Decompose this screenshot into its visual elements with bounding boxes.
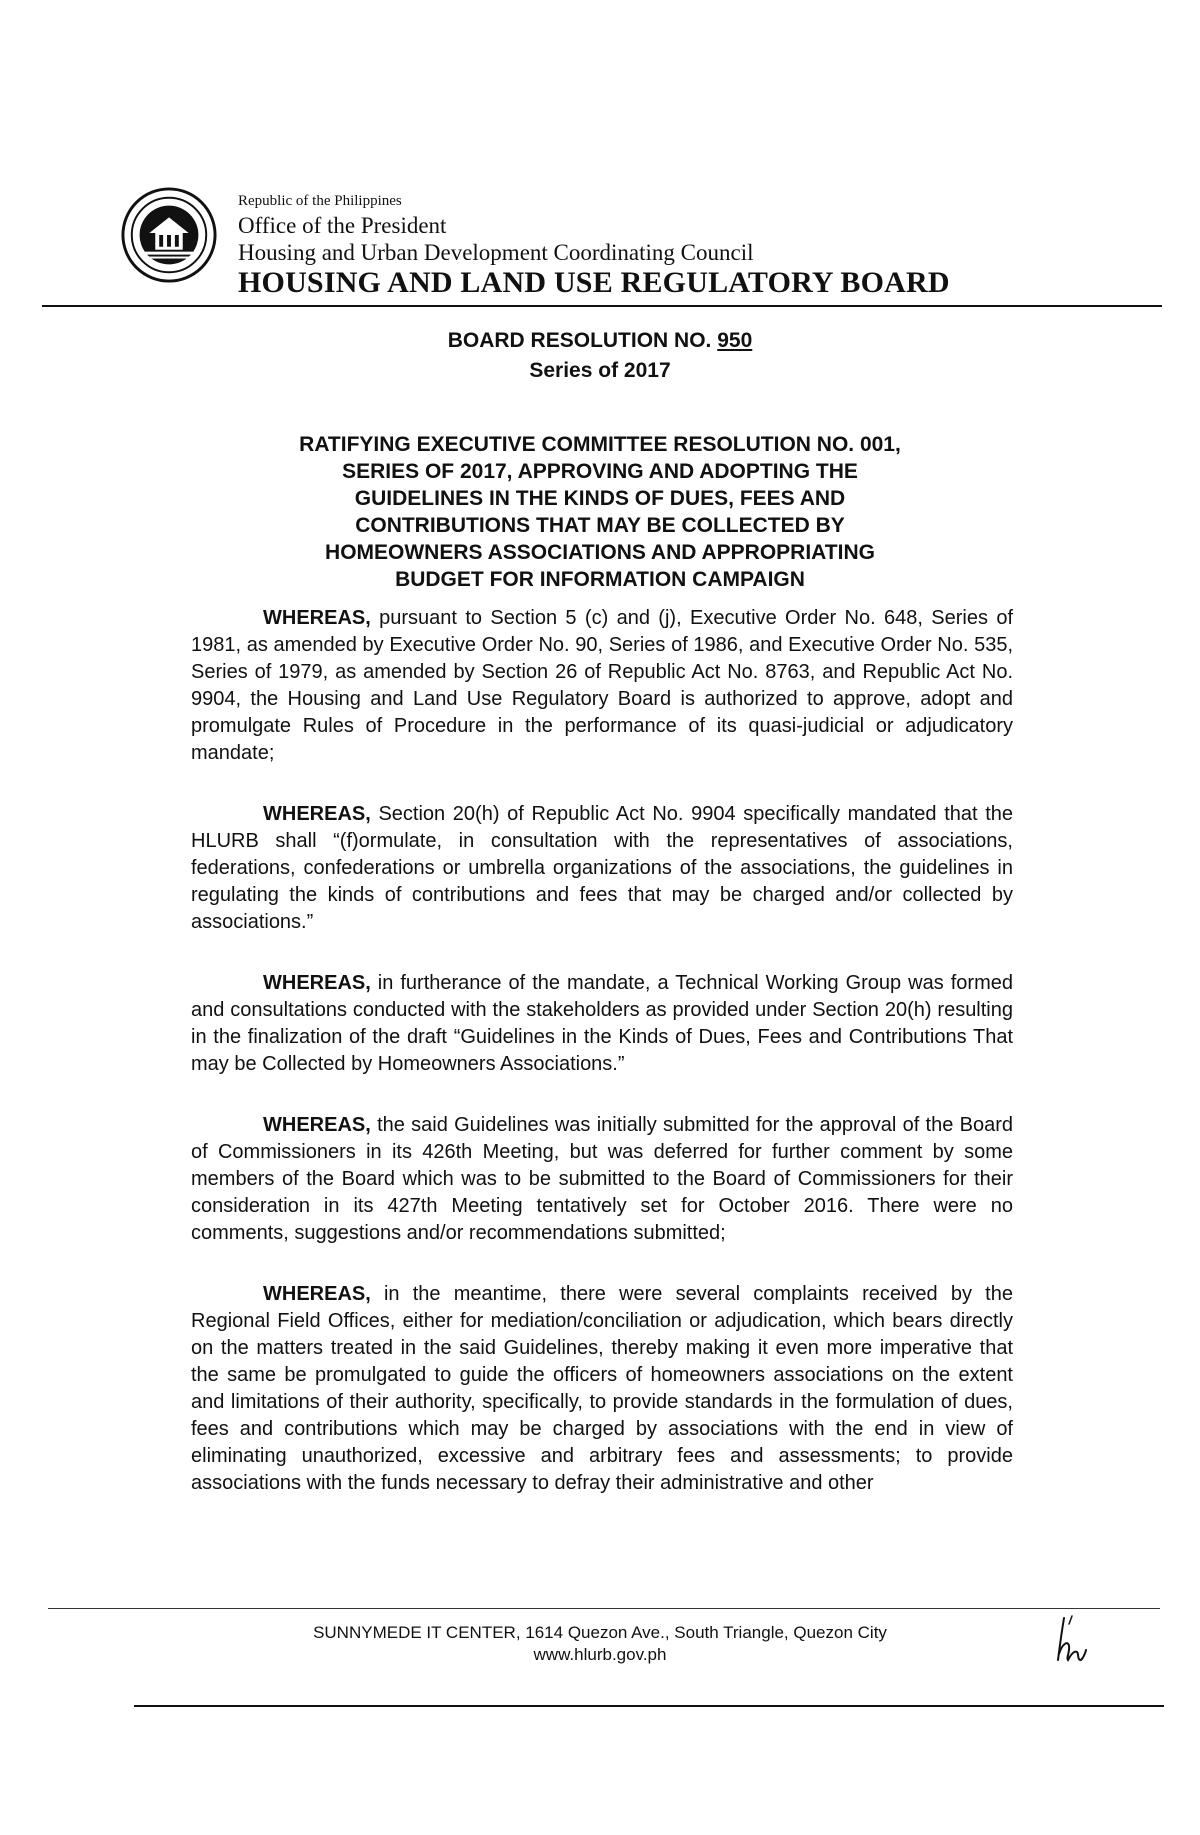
whereas-lead: WHEREAS,: [263, 803, 371, 825]
letterhead-office: Office of the President: [238, 213, 447, 238]
paragraph-text: in the meantime, there were several complaints received by the Regional Field Offices, either for mediation/conciliation or adjudication, which bears directly on the matters treated in the said Guidelines, thereby making it even more imperative that the same be promulgated to guide the officers of homeowners associations on the extent and limitations of their authority, specifically, to provide standards in the formulation of dues, fees and contributions which may be charged by associations with the end in view of eliminating unauthorized, excessive and arbitrary fees and assessments; to provide associations with the funds necessary to defray their administrative and other: [191, 1283, 1013, 1494]
letterhead-council: Housing and Urban Development Coordinating Council: [238, 240, 754, 265]
title-line: GUIDELINES IN THE KINDS OF DUES, FEES AND: [354, 487, 846, 510]
paragraph-text: Section 20(h) of Republic Act No. 9904 specifically mandated that the HLURB shall “(f)ormulate, in consultation with the representatives of associations, federations, confederations or umbrella organizations of the associations, the guidelines in regulating the kinds of contributions and fees that may be charged and/or collected by associations.”: [191, 803, 1013, 933]
footer-website: www.hlurb.gov.ph: [533, 1645, 667, 1664]
paragraph-text: the said Guidelines was initially submitted for the approval of the Board of Commissioners in its 426th Meeting, but was deferred for further comment by some members of the Board which was to be submitted to the Board of Commissioners for their consideration in its 427th Meeting tentatively set for October 2016. There were no comments, suggestions and/or recommendations submitted;: [191, 1114, 1013, 1244]
title-line: CONTRIBUTIONS THAT MAY BE COLLECTED BY: [355, 514, 845, 537]
letterhead-agency-name: HOUSING AND LAND USE REGULATORY BOARD: [238, 266, 950, 299]
whereas-paragraph: [191, 1281, 1013, 1497]
paragraph-text: pursuant to Section 5 (c) and (j), Executive Order No. 648, Series of 1981, as amended by Executive Order No. 90, Series of 1986, and Executive Order No. 535, Series of 1979, as amended by Section 26 of Republic Act No. 8763, and Republic Act No. 9904, the Housing and Land Use Regulatory Board is authorized to approve, adopt and promulgate Rules of Procedure in the performance of its quasi-judicial or adjudicatory mandate;: [191, 607, 1013, 764]
handwritten-initials: [1050, 1614, 1090, 1666]
resolution-series: Series of 2017: [529, 359, 671, 382]
footer: [0, 1622, 1200, 1666]
whereas-paragraph: [191, 970, 1013, 1078]
paragraph-text: in furtherance of the mandate, a Technical Working Group was formed and consultations conducted with the stakeholders as provided under Section 20(h) resulting in the finalization of the draft “Guidelines in the Kinds of Dues, Fees and Contributions That may be Collected by Homeowners Associations.”: [191, 972, 1013, 1075]
footer-rule-bottom: [134, 1705, 1164, 1707]
title-line: SERIES OF 2017, APPROVING AND ADOPTING THE: [342, 460, 858, 483]
whereas-paragraph: [191, 605, 1013, 767]
hlurb-seal-logo: [120, 186, 218, 284]
whereas-paragraph: [191, 1112, 1013, 1247]
resolution-label: BOARD RESOLUTION NO.: [447, 329, 718, 352]
title-line: BUDGET FOR INFORMATION CAMPAIGN: [395, 568, 805, 591]
resolution-number: 950: [717, 329, 753, 352]
document-body: [191, 605, 1013, 1531]
resolution-header: [0, 326, 1200, 386]
header-rule: [42, 305, 1162, 307]
resolution-number-line: [0, 326, 1200, 356]
whereas-lead: WHEREAS,: [263, 607, 371, 629]
letterhead: [238, 194, 950, 298]
title-line: RATIFYING EXECUTIVE COMMITTEE RESOLUTION NO. 001,: [299, 433, 901, 456]
whereas-lead: WHEREAS,: [263, 972, 371, 994]
title-line: HOMEOWNERS ASSOCIATIONS AND APPROPRIATING: [325, 541, 875, 564]
letterhead-republic: Republic of the Philippines: [238, 193, 402, 209]
whereas-lead: WHEREAS,: [263, 1114, 371, 1136]
whereas-paragraph: [191, 801, 1013, 936]
footer-rule-top: [48, 1608, 1160, 1609]
whereas-lead: WHEREAS,: [263, 1283, 371, 1305]
footer-address: SUNNYMEDE IT CENTER, 1614 Quezon Ave., South Triangle, Quezon City: [313, 1623, 887, 1642]
resolution-title: [210, 431, 990, 593]
